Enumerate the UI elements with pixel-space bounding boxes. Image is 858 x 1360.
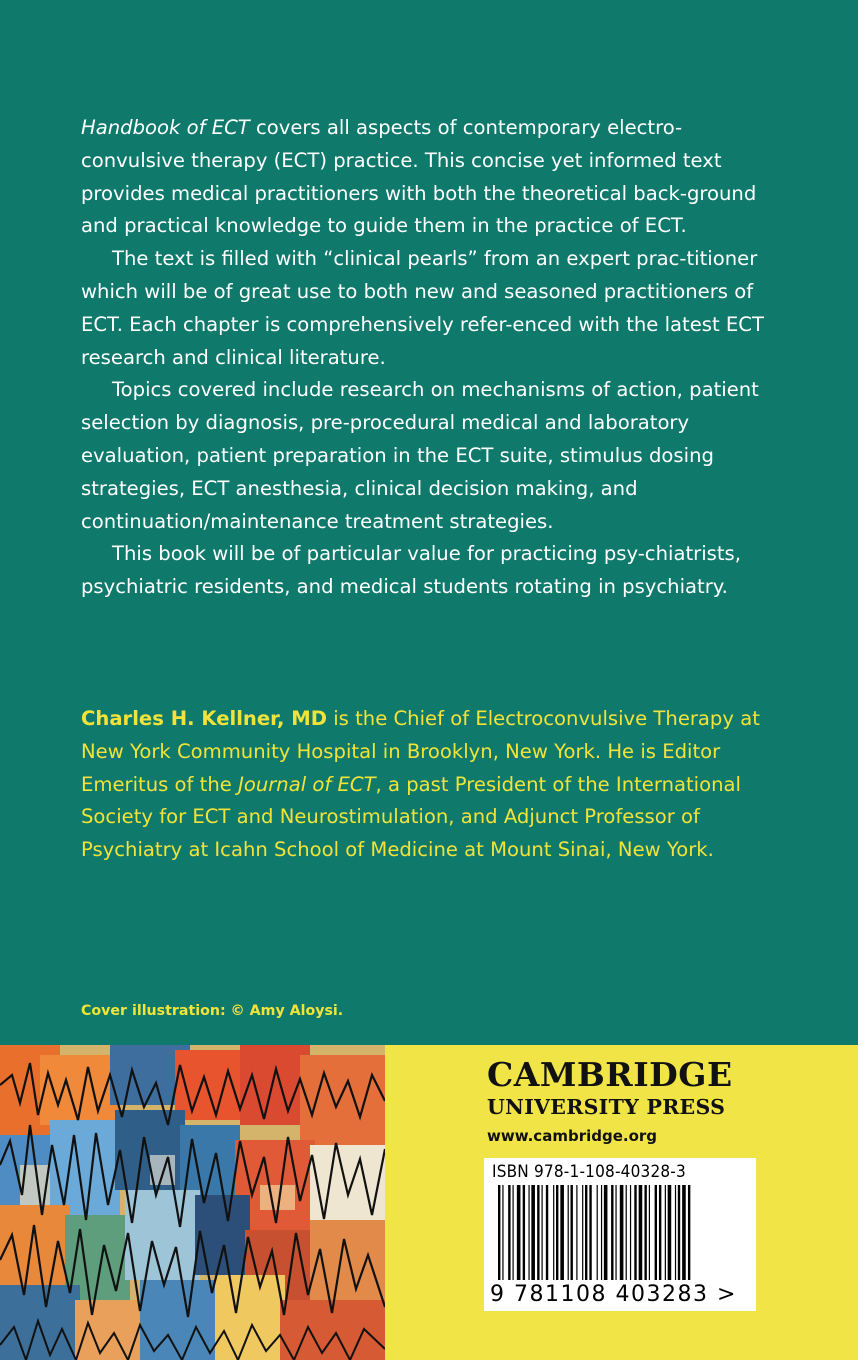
description-paragraph-1: Handbook of ECT covers all aspects of contemporary electro-convulsive therapy (ECT) practice. This concise yet informed text provides medical practitioners with both the theoretical back-ground and practical knowledge to guide them in the practice of ECT. [81, 116, 757, 238]
author-name: Charles H. Kellner, MD [81, 707, 327, 730]
description-paragraph-2: The text is filled with “clinical pearls” from an expert prac-titioner which will be of great use to both new and seasoned practitioners of ECT. Each chapter is comprehensively refer-enced with the latest ECT research and clinical literature. [81, 247, 764, 369]
description-paragraph-4: This book will be of particular value for practicing psy-chiatrists, psychiatric residents, and medical students rotating in psychiatry. [81, 542, 741, 599]
publisher-name: CAMBRIDGE [487, 1055, 733, 1094]
isbn-barcode [484, 1158, 756, 1311]
barcode-digits: 9 781108 403283 > [490, 1282, 737, 1307]
publisher-subtitle: UNIVERSITY PRESS [487, 1095, 726, 1119]
book-description [81, 112, 771, 604]
eeg-artwork-image [0, 1045, 385, 1360]
barcode-bars [490, 1185, 750, 1285]
author-bio: Charles H. Kellner, MD is the Chief of Electroconvulsive Therapy at New York Community Hospital in Brooklyn, New York. He is Editor Emeritus of the Journal of ECT, a past President of the International Society for ECT and Neurostimulation, and Adjunct Professor of Psychiatry at Icahn School of Medicine at Mount Sinai, New York. [81, 707, 760, 862]
journal-title: Journal of ECT [238, 772, 376, 796]
cover-illustration [0, 1045, 385, 1360]
description-paragraph-3: Topics covered include research on mechanisms of action, patient selection by diagnosis, pre-procedural medical and laboratory evaluation, patient preparation in the ECT suite, stimulus dosing strategies, ECT anesthesia, clinical decision making, and continuation/maintenance treatment strategies. [81, 378, 759, 533]
isbn-label: ISBN 978-1-108-40328-3 [492, 1162, 686, 1182]
cover-credit: Cover illustration: © Amy Aloysi. [81, 1003, 344, 1019]
publisher-url: www.cambridge.org [487, 1127, 658, 1145]
publisher-logo [487, 1055, 777, 1145]
book-title: Handbook of ECT [81, 116, 250, 139]
